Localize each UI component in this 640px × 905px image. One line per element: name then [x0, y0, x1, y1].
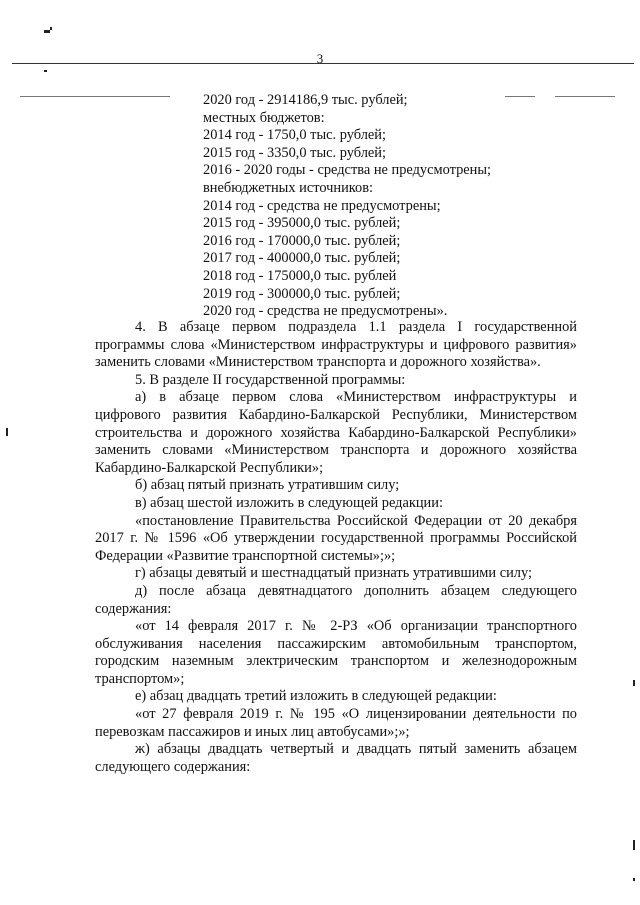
paragraph: «от 14 февраля 2017 г. № 2-РЗ «Об организации транспортного обслуживания населения пассажирским автомобильным транспортом, городским наземным электрическим транспортом и железнодорожным транспортом»;: [95, 618, 577, 687]
budget-line: 2020 год - 2914186,9 тыс. рублей;: [203, 92, 408, 108]
paragraph: д) после абзаца девятнадцатого дополнить абзацем следующего содержания:: [95, 582, 577, 617]
paragraph: г) абзацы девятый и шестнадцатый признать утратившими силу;: [135, 565, 532, 582]
budget-line: 2017 год - 400000,0 тыс. рублей;: [203, 250, 401, 267]
scan-mark: [50, 27, 52, 30]
paragraph: 4. В абзаце первом подраздела 1.1 раздела I государственной программы слова «Министерством инфраструктуры и цифрового развития» заменить словами «Министерством транспорта и дорожного хозяйства».: [95, 319, 577, 371]
budget-line: местных бюджетов:: [203, 109, 325, 126]
budget-line: 2014 год - средства не предусмотрены;: [203, 197, 441, 214]
scan-mark: [633, 680, 635, 686]
scan-mark: [633, 840, 635, 850]
scan-mark: [633, 878, 635, 881]
scan-mark: [44, 70, 47, 72]
budget-line: 2018 год - 175000,0 тыс. рублей: [203, 267, 397, 284]
paragraph: «от 27 февраля 2019 г. № 195 «О лицензировании деятельности по перевозкам пассажиров и иных лиц автобусами»;»;: [95, 706, 577, 740]
paragraph: б) абзац пятый признать утратившим силу;: [135, 477, 400, 494]
budget-line: 2019 год - 300000,0 тыс. рублей;: [203, 285, 401, 302]
budget-line: 2015 год - 3350,0 тыс. рублей;: [203, 144, 386, 161]
paragraph: а) в абзаце первом слова «Министерством инфраструктуры и цифрового развития Кабардино-Балкарской Республики, Министерством строительства и дорожного хозяйства Кабардино-Балкарской Республики» заменить словами «Министерством транспорта и дорожного хозяйства Кабардино-Балкарской Республики»;: [95, 389, 577, 476]
header-rule: [12, 63, 634, 64]
budget-line: 2015 год - 395000,0 тыс. рублей;: [203, 215, 401, 232]
paragraph: в) абзац шестой изложить в следующей редакции:: [135, 494, 443, 511]
body-text: [95, 319, 577, 776]
budget-line: 2016 - 2020 годы - средства не предусмотрены;: [203, 162, 492, 179]
page-number: 3: [316, 51, 324, 66]
paragraph: е) абзац двадцать третий изложить в следующей редакции:: [135, 688, 497, 705]
budget-line: 2020 год - средства не предусмотрены».: [203, 303, 448, 320]
budget-line: 2016 год - 170000,0 тыс. рублей;: [203, 232, 401, 249]
budget-line: внебюджетных источников:: [203, 179, 374, 196]
budget-line: 2014 год - 1750,0 тыс. рублей;: [203, 127, 386, 144]
scan-mark: [44, 30, 50, 33]
paragraph: «постановление Правительства Российской Федерации от 20 декабря 2017 г. № 1596 «Об утверждении государственной программы Российской Федерации «Развитие транспортной системы»;»;: [95, 512, 577, 564]
scan-mark: [6, 428, 8, 436]
paragraph: 5. В разделе II государственной программы:: [135, 371, 406, 388]
paragraph: ж) абзацы двадцать четвертый и двадцать пятый заменить абзацем следующего содержания:: [95, 741, 577, 775]
budget-list: [203, 92, 491, 321]
